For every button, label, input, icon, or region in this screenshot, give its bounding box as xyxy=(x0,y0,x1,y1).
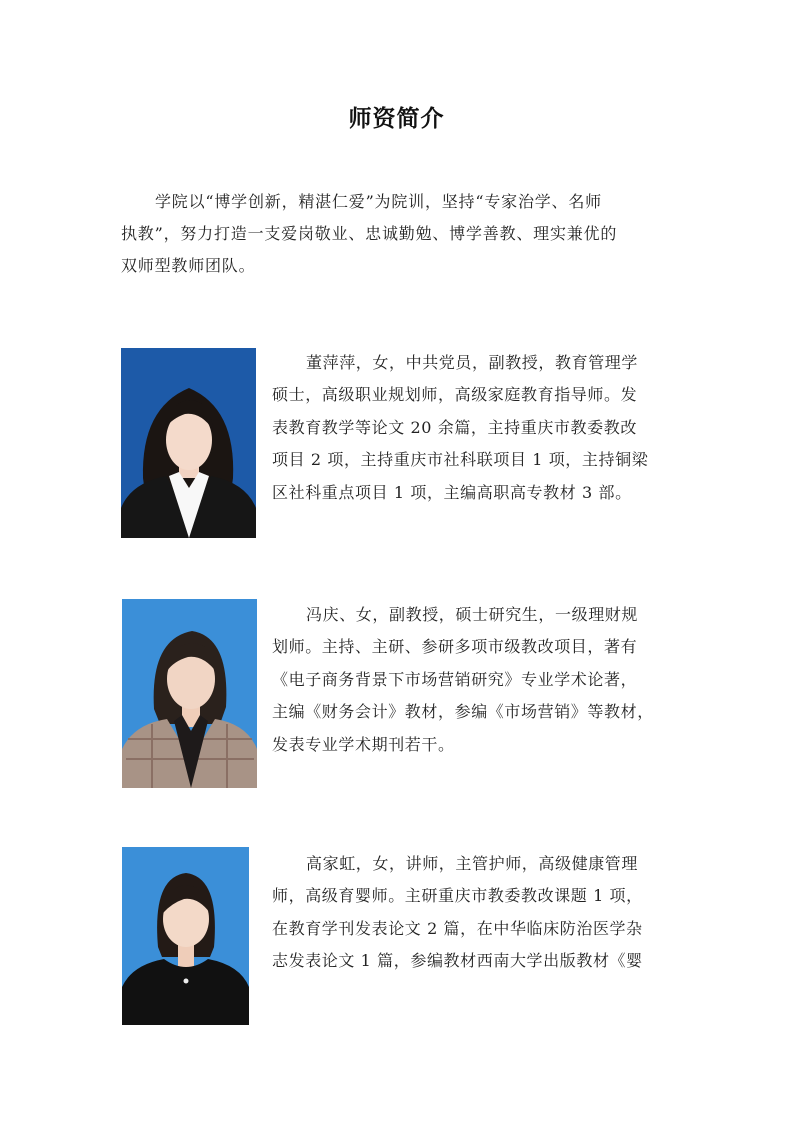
bio-line: 划师。主持、主研、参研多项市级教改项目，著有 xyxy=(272,637,638,657)
intro-line: 执教”，努力打造一支爱岗敬业、忠诚勤勉、博学善教、理实兼优的 xyxy=(121,224,618,243)
bio-line: 志发表论文 1 篇，参编教材西南大学出版教材《婴 xyxy=(272,951,643,971)
bio-line: 《电子商务背景下市场营销研究》专业学术论著， xyxy=(272,669,638,689)
portrait-image xyxy=(122,599,257,788)
bio-line: 区社科重点项目 1 项，主编高职高专教材 3 部。 xyxy=(272,482,632,502)
bio-line: 主编《财务会计》教材，参编《市场营销》等教材， xyxy=(272,702,654,722)
bio-line: 高家虹，女，讲师，主管护师，高级健康管理 xyxy=(306,854,639,873)
portrait-image xyxy=(122,847,249,1025)
intro-paragraph xyxy=(121,186,676,282)
teacher-photo xyxy=(121,348,256,538)
bio-line: 表教育教学等论文 20 余篇，主持重庆市教委教改 xyxy=(272,417,637,437)
bio-line: 董萍萍，女，中共党员，副教授，教育管理学 xyxy=(306,353,639,372)
intro-line: 学院以“博学创新，精湛仁爱”为院训，坚持“专家治学、名师 xyxy=(155,192,602,211)
teacher-bio xyxy=(272,347,674,509)
bio-line: 师，高级育婴师。主研重庆市教委教改课题 1 项， xyxy=(272,886,643,906)
teacher-bio xyxy=(272,848,674,978)
bio-line: 发表专业学术期刊若干。 xyxy=(272,734,455,754)
portrait-image xyxy=(121,348,256,538)
teacher-photo xyxy=(122,599,257,788)
intro-line: 双师型教师团队。 xyxy=(121,256,256,275)
teacher-bio xyxy=(272,599,674,761)
bio-line: 硕士，高级职业规划师，高级家庭教育指导师。发 xyxy=(272,385,638,405)
bio-line: 项目 2 项，主持重庆市社科联项目 1 项，主持铜梁 xyxy=(272,450,649,470)
teacher-photo xyxy=(122,847,249,1025)
page-title: 师资简介 xyxy=(348,106,445,132)
bio-line: 在教育学刊发表论文 2 篇，在中华临床防治医学杂 xyxy=(272,918,643,938)
bio-line: 冯庆、女，副教授，硕士研究生，一级理财规 xyxy=(306,605,639,624)
